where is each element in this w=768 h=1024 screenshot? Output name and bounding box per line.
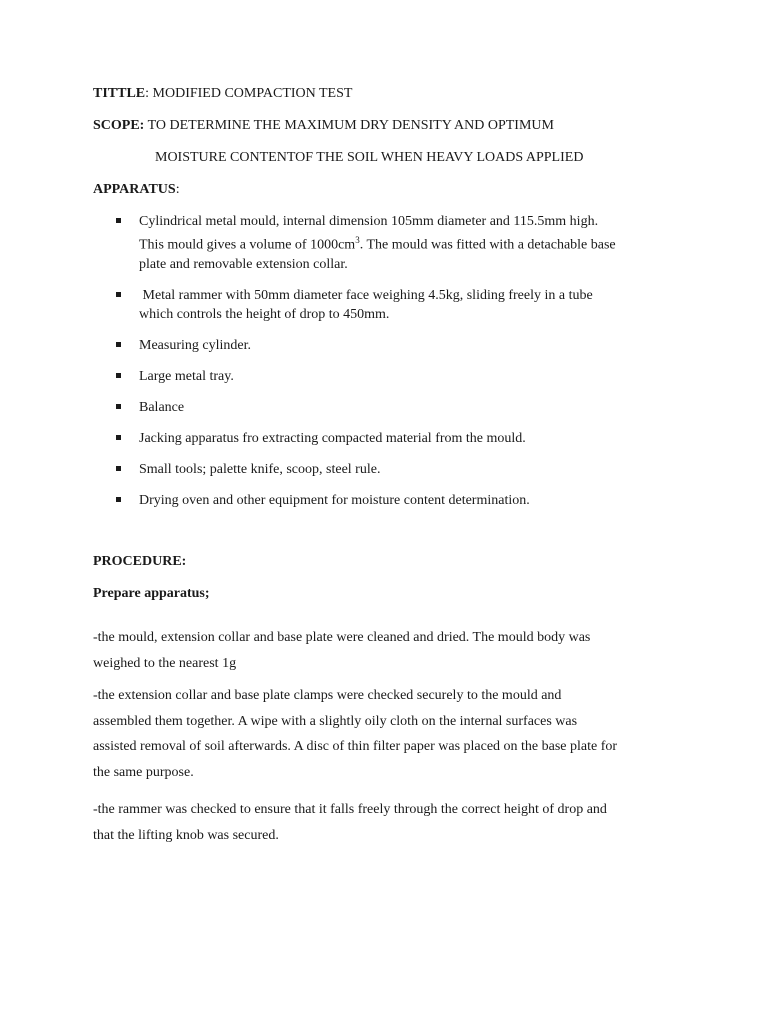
paragraph-line: -the mould, extension collar and base plate were cleaned and dried. The mould body was [93,630,591,645]
title-separator: : [145,86,150,101]
list-item-line: Metal rammer with 50mm diameter face weighing 4.5kg, sliding freely in a tube [139,287,593,303]
list-item-text: Large metal tray. [139,368,234,384]
list-item-text: Drying oven and other equipment for moisture content determination. [139,492,530,508]
square-bullet-icon [116,404,121,409]
list-item [112,367,702,386]
square-bullet-icon [116,342,121,347]
prepare-apparatus-heading: Prepare apparatus; [93,586,210,601]
procedure-paragraph [93,625,683,676]
list-item [112,212,702,274]
procedure-paragraph [93,683,683,785]
procedure-paragraph [93,797,683,848]
square-bullet-icon [116,435,121,440]
scope-label: SCOPE: [93,118,145,133]
list-item-line: Cylindrical metal mould, internal dimension 105mm diameter and 115.5mm high. [139,214,599,229]
square-bullet-icon [116,373,121,378]
list-item-text: Small tools; palette knife, scoop, steel rule. [139,461,381,477]
paragraph-line: that the lifting knob was secured. [93,827,279,843]
title-label: TITTLE [93,86,146,101]
scope-text-line-1: TO DETERMINE THE MAXIMUM DRY DENSITY AND OPTIMUM [144,118,554,133]
list-item [112,429,702,448]
list-item-text: This mould gives a volume of 1000cm [139,237,356,253]
square-bullet-icon [116,292,121,297]
square-bullet-icon [116,497,121,502]
apparatus-separator: : [175,182,180,197]
list-item-text: Jacking apparatus fro extracting compacted material from the mould. [139,430,526,446]
list-item-text: . The mould was fitted with a detachable base [359,237,616,253]
paragraph-line: assisted removal of soil afterwards. A disc of thin filter paper was placed on the base plate for [93,739,618,754]
procedure-heading: PROCEDURE: [93,554,187,569]
paragraph-line: -the rammer was checked to ensure that it falls freely through the correct height of drop and [93,802,607,817]
scope-line-1 [93,118,554,134]
square-bullet-icon [116,466,121,471]
title-line [93,86,352,102]
list-item [112,286,702,324]
title-text: MODIFIED COMPACTION TEST [149,86,353,101]
list-item-text: Measuring cylinder. [139,337,251,353]
list-item [112,398,702,417]
list-item-text: Balance [139,399,185,415]
list-item [112,491,702,510]
apparatus-list [112,212,702,522]
paragraph-line: assembled them together. A wipe with a slightly oily cloth on the internal surfaces was [93,713,578,729]
list-item-line [139,231,702,255]
apparatus-label: APPARATUS [93,182,176,197]
list-item-line: plate and removable extension collar. [139,256,348,272]
apparatus-heading [93,182,180,198]
paragraph-line: weighed to the nearest 1g [93,655,237,671]
scope-text-line-2: MOISTURE CONTENTOF THE SOIL WHEN HEAVY LOADS APPLIED [155,150,584,165]
paragraph-line: the same purpose. [93,764,194,780]
list-item [112,460,702,479]
scope-line-2 [155,150,583,166]
list-item [112,336,702,355]
paragraph-line: -the extension collar and base plate clamps were checked securely to the mould and [93,688,562,703]
list-item-line: which controls the height of drop to 450mm. [139,306,390,322]
square-bullet-icon [116,218,121,223]
superscript: 3 [355,235,360,245]
